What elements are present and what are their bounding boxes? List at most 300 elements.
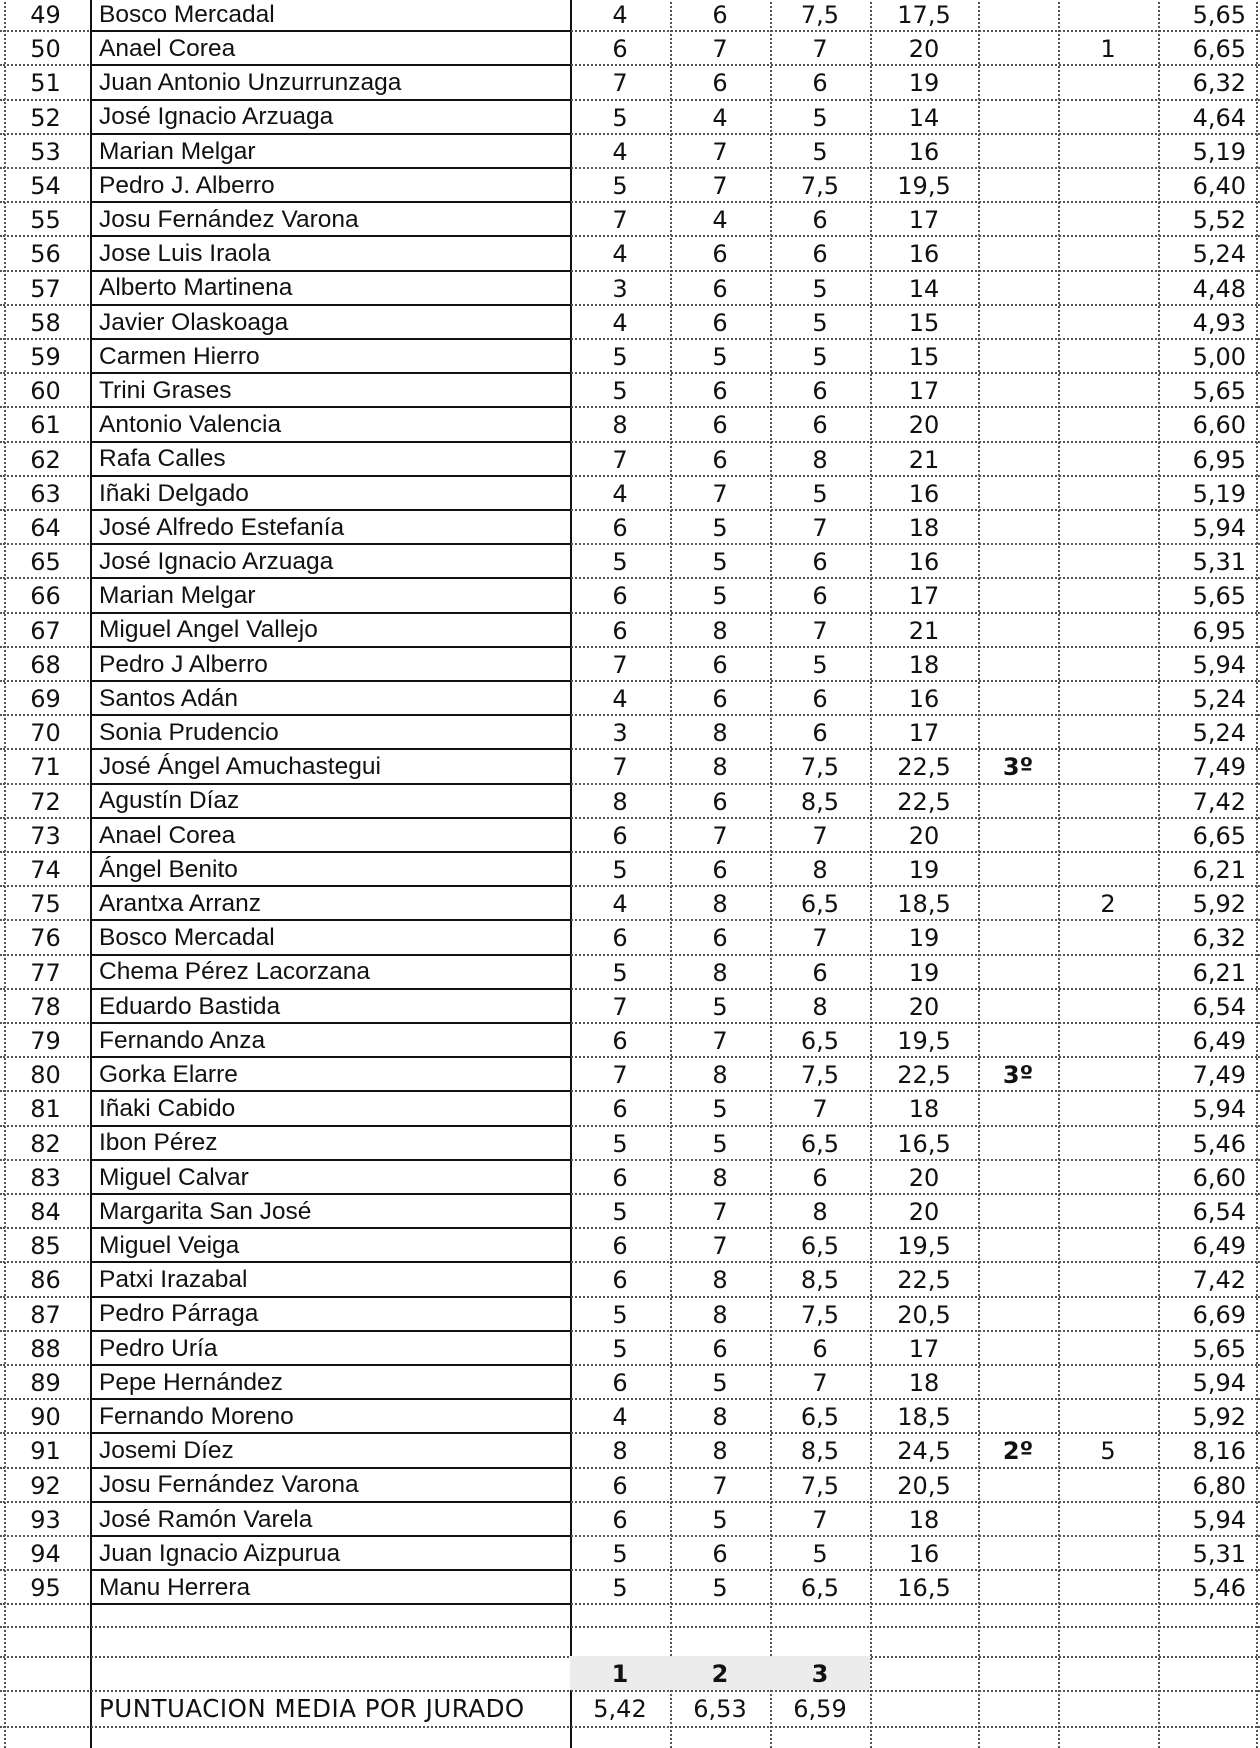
cell-j2: 7 <box>712 137 728 166</box>
cell-place <box>978 1468 1058 1502</box>
cell-j2: 7 <box>712 1471 728 1500</box>
cell-j1: 4 <box>612 1 628 30</box>
cell-j3: 8,5 <box>800 1266 840 1295</box>
cell-name: Anael Corea <box>99 821 236 849</box>
cell-j3: 5 <box>812 1540 828 1569</box>
cell-total: 18 <box>908 1505 940 1534</box>
cell-votes <box>1058 784 1158 818</box>
cell-j2: 6 <box>712 308 728 337</box>
cell-j1: 7 <box>612 1061 628 1090</box>
cell-total: 16 <box>908 1540 940 1569</box>
cell-n: 60 <box>30 377 61 406</box>
cell-avg: 5,31 <box>1192 1540 1246 1569</box>
cell-name: José Ignacio Arzuaga <box>99 103 334 131</box>
cell-j2: 7 <box>712 35 728 64</box>
cell-avg: 6,95 <box>1192 616 1246 645</box>
cell-votes: 2 <box>1100 890 1116 919</box>
cell-j1: 7 <box>612 753 628 782</box>
cell-n: 70 <box>30 719 61 748</box>
cell-avg: 6,95 <box>1192 445 1246 474</box>
cell-j3: 6 <box>812 206 828 235</box>
cell-votes <box>1058 202 1158 236</box>
cell-n: 84 <box>30 1198 61 1227</box>
cell-n: 59 <box>30 343 61 372</box>
cell-j3: 7,5 <box>800 1300 840 1329</box>
cell-total: 17 <box>908 719 940 748</box>
cell-total: 19,5 <box>897 172 951 201</box>
cell-j2: 5 <box>712 548 728 577</box>
cell-name: Fernando Moreno <box>99 1403 294 1431</box>
cell-votes <box>1058 1536 1158 1570</box>
table-row <box>0 1331 1260 1365</box>
cell-j2: 7 <box>712 479 728 508</box>
cell-votes <box>1058 1570 1158 1604</box>
cell-j2: 5 <box>712 1505 728 1534</box>
cell-total: 20,5 <box>897 1471 951 1500</box>
cell-total: 20 <box>908 992 940 1021</box>
cell-j3: 7 <box>812 514 828 543</box>
cell-name: Anael Corea <box>99 35 236 63</box>
cell-total: 20 <box>908 821 940 850</box>
table-row <box>0 442 1260 476</box>
cell-j1: 4 <box>612 685 628 714</box>
cell-n: 71 <box>30 753 61 782</box>
cell-avg: 7,42 <box>1192 1266 1246 1295</box>
cell-n: 73 <box>30 821 61 850</box>
cell-avg: 5,94 <box>1192 1095 1246 1124</box>
table-row <box>0 1194 1260 1228</box>
cell-name: Gorka Elarre <box>99 1061 238 1089</box>
cell-j3: 5 <box>812 103 828 132</box>
cell-n: 89 <box>30 1369 61 1398</box>
cell-place <box>978 407 1058 441</box>
cell-j3: 5 <box>812 650 828 679</box>
cell-place <box>978 578 1058 612</box>
cell-j3: 8 <box>812 1198 828 1227</box>
cell-votes <box>1058 1023 1158 1057</box>
cell-place <box>978 1536 1058 1570</box>
cell-j3: 7,5 <box>800 1471 840 1500</box>
table-row <box>0 271 1260 305</box>
cell-votes <box>1058 613 1158 647</box>
cell-total: 17 <box>908 206 940 235</box>
cell-j3: 7 <box>812 1505 828 1534</box>
cell-j2: 6 <box>712 650 728 679</box>
cell-place <box>978 544 1058 578</box>
table-row <box>0 1023 1260 1057</box>
cell-name: Margarita San José <box>99 1197 312 1225</box>
cell-j2: 7 <box>712 1198 728 1227</box>
jury-number-3: 3 <box>770 1656 870 1690</box>
cell-name: Fernando Anza <box>99 1026 266 1054</box>
cell-n: 50 <box>30 35 61 64</box>
table-row <box>0 1433 1260 1467</box>
cell-j3: 6,5 <box>800 1574 840 1603</box>
cell-j3: 5 <box>812 479 828 508</box>
cell-votes <box>1058 134 1158 168</box>
cell-avg: 5,94 <box>1192 514 1246 543</box>
cell-j1: 7 <box>612 650 628 679</box>
cell-j1: 6 <box>612 1266 628 1295</box>
cell-place <box>978 1502 1058 1536</box>
table-row <box>0 134 1260 168</box>
cell-place <box>978 784 1058 818</box>
cell-n: 76 <box>30 924 61 953</box>
cell-j1: 5 <box>612 1540 628 1569</box>
cell-j1: 6 <box>612 1232 628 1261</box>
cell-j1: 6 <box>612 616 628 645</box>
cell-n: 77 <box>30 958 61 987</box>
cell-total: 18 <box>908 1369 940 1398</box>
table-row <box>0 31 1260 65</box>
cell-total: 21 <box>908 616 940 645</box>
cell-j2: 8 <box>712 890 728 919</box>
cell-j1: 8 <box>612 411 628 440</box>
cell-avg: 5,24 <box>1192 240 1246 269</box>
table-row <box>0 339 1260 373</box>
table-row <box>0 65 1260 99</box>
cell-n: 63 <box>30 479 61 508</box>
cell-j3: 7 <box>812 1095 828 1124</box>
cell-votes <box>1058 1468 1158 1502</box>
cell-place <box>978 1399 1058 1433</box>
cell-place <box>978 271 1058 305</box>
table-row <box>0 749 1260 783</box>
cell-name: Pedro Párraga <box>99 1300 259 1328</box>
cell-avg: 5,94 <box>1192 1369 1246 1398</box>
cell-j1: 4 <box>612 137 628 166</box>
cell-place <box>978 1228 1058 1262</box>
cell-name: Pedro J Alberro <box>99 650 268 678</box>
cell-total: 16 <box>908 479 940 508</box>
cell-avg: 6,32 <box>1192 69 1246 98</box>
cell-total: 16 <box>908 548 940 577</box>
cell-j2: 6 <box>712 377 728 406</box>
cell-votes <box>1058 510 1158 544</box>
cell-votes <box>1058 168 1158 202</box>
cell-j2: 5 <box>712 343 728 372</box>
table-row <box>0 1570 1260 1604</box>
cell-n: 53 <box>30 137 61 166</box>
cell-place <box>978 1570 1058 1604</box>
cell-j3: 6 <box>812 958 828 987</box>
cell-n: 78 <box>30 992 61 1021</box>
cell-j1: 5 <box>612 1129 628 1158</box>
cell-name: José Ángel Amuchastegui <box>99 753 381 781</box>
cell-total: 22,5 <box>897 1061 951 1090</box>
cell-name: Alberto Martinena <box>99 274 293 302</box>
cell-avg: 5,24 <box>1192 685 1246 714</box>
cell-place <box>978 613 1058 647</box>
cell-name: Miguel Veiga <box>99 1232 240 1260</box>
cell-place <box>978 886 1058 920</box>
cell-place <box>978 1331 1058 1365</box>
cell-votes <box>1058 407 1158 441</box>
table-row <box>0 1126 1260 1160</box>
cell-place <box>978 1365 1058 1399</box>
cell-votes <box>1058 852 1158 886</box>
cell-total: 19 <box>908 69 940 98</box>
cell-votes <box>1058 476 1158 510</box>
cell-votes <box>1058 681 1158 715</box>
cell-j1: 6 <box>612 582 628 611</box>
cell-j2: 8 <box>712 1437 728 1466</box>
cell-avg: 6,21 <box>1192 958 1246 987</box>
cell-total: 16 <box>908 240 940 269</box>
table-row <box>0 202 1260 236</box>
cell-name: José Ignacio Arzuaga <box>99 548 334 576</box>
cell-j2: 8 <box>712 616 728 645</box>
cell-j2: 6 <box>712 445 728 474</box>
cell-j2: 6 <box>712 411 728 440</box>
cell-votes <box>1058 1262 1158 1296</box>
table-row <box>0 1057 1260 1091</box>
cell-n: 55 <box>30 206 61 235</box>
table-row <box>0 1160 1260 1194</box>
cell-n: 74 <box>30 856 61 885</box>
table-row <box>0 544 1260 578</box>
cell-j2: 6 <box>712 685 728 714</box>
cell-j3: 6 <box>812 1334 828 1363</box>
cell-total: 20 <box>908 1198 940 1227</box>
cell-j3: 7,5 <box>800 1 840 30</box>
cell-j2: 8 <box>712 1163 728 1192</box>
cell-votes: 1 <box>1100 35 1116 64</box>
cell-j1: 6 <box>612 1027 628 1056</box>
cell-votes <box>1058 1502 1158 1536</box>
cell-n: 82 <box>30 1129 61 1158</box>
cell-total: 22,5 <box>897 1266 951 1295</box>
cell-name: Pedro Uría <box>99 1334 218 1362</box>
cell-j3: 6 <box>812 377 828 406</box>
cell-n: 94 <box>30 1540 61 1569</box>
cell-name: Sonia Prudencio <box>99 719 279 747</box>
cell-j3: 6 <box>812 685 828 714</box>
table-row <box>0 920 1260 954</box>
cell-place <box>978 0 1058 31</box>
table-row <box>0 510 1260 544</box>
cell-place <box>978 373 1058 407</box>
cell-total: 16 <box>908 685 940 714</box>
cell-j1: 7 <box>612 992 628 1021</box>
cell-j1: 6 <box>612 1505 628 1534</box>
cell-total: 17 <box>908 1334 940 1363</box>
cell-total: 20 <box>908 35 940 64</box>
cell-avg: 6,40 <box>1192 172 1246 201</box>
cell-j1: 3 <box>612 719 628 748</box>
cell-place <box>978 339 1058 373</box>
cell-votes <box>1058 1160 1158 1194</box>
cell-avg: 6,21 <box>1192 856 1246 885</box>
cell-avg: 5,65 <box>1192 1334 1246 1363</box>
cell-j3: 7 <box>812 924 828 953</box>
cell-j1: 4 <box>612 308 628 337</box>
cell-place <box>978 715 1058 749</box>
cell-j1: 8 <box>612 787 628 816</box>
cell-j1: 3 <box>612 274 628 303</box>
cell-j1: 4 <box>612 240 628 269</box>
cell-j3: 6,5 <box>800 1027 840 1056</box>
cell-avg: 4,64 <box>1192 103 1246 132</box>
cell-total: 18,5 <box>897 1403 951 1432</box>
cell-total: 21 <box>908 445 940 474</box>
cell-name: Josu Fernández Varona <box>99 1471 359 1499</box>
cell-j3: 6 <box>812 719 828 748</box>
cell-j3: 8 <box>812 856 828 885</box>
cell-total: 19 <box>908 958 940 987</box>
cell-name: Patxi Irazabal <box>99 1266 248 1294</box>
cell-j3: 6,5 <box>800 1232 840 1261</box>
cell-n: 67 <box>30 616 61 645</box>
table-row <box>0 1091 1260 1125</box>
cell-total: 18 <box>908 1095 940 1124</box>
cell-j2: 6 <box>712 274 728 303</box>
cell-j2: 7 <box>712 1027 728 1056</box>
cell-j2: 6 <box>712 1540 728 1569</box>
cell-n: 56 <box>30 240 61 269</box>
cell-place <box>978 510 1058 544</box>
cell-j3: 8,5 <box>800 787 840 816</box>
cell-place <box>978 647 1058 681</box>
cell-j1: 5 <box>612 1574 628 1603</box>
cell-name: Iñaki Delgado <box>99 479 249 507</box>
cell-j1: 4 <box>612 890 628 919</box>
cell-votes <box>1058 339 1158 373</box>
cell-votes <box>1058 647 1158 681</box>
cell-total: 15 <box>908 343 940 372</box>
cell-j1: 5 <box>612 856 628 885</box>
cell-votes <box>1058 1297 1158 1331</box>
table-row <box>0 955 1260 989</box>
cell-j1: 5 <box>612 548 628 577</box>
cell-n: 72 <box>30 787 61 816</box>
cell-name: Bosco Mercadal <box>99 924 275 952</box>
cell-votes <box>1058 100 1158 134</box>
cell-place <box>978 236 1058 270</box>
cell-j3: 7 <box>812 821 828 850</box>
cell-total: 17 <box>908 377 940 406</box>
cell-avg: 5,46 <box>1192 1129 1246 1158</box>
cell-j3: 6 <box>812 240 828 269</box>
cell-j2: 6 <box>712 1334 728 1363</box>
table-row <box>0 647 1260 681</box>
cell-votes <box>1058 1057 1158 1091</box>
cell-total: 18,5 <box>897 890 951 919</box>
cell-j1: 5 <box>612 103 628 132</box>
cell-name: Josemi Díez <box>99 1437 234 1465</box>
cell-j2: 5 <box>712 514 728 543</box>
cell-j3: 5 <box>812 137 828 166</box>
cell-name: Ibon Pérez <box>99 1129 218 1157</box>
cell-j3: 7 <box>812 35 828 64</box>
table-row <box>0 236 1260 270</box>
cell-place: 3º <box>1002 753 1034 782</box>
cell-n: 68 <box>30 650 61 679</box>
cell-avg: 5,65 <box>1192 1 1246 30</box>
cell-j3: 7,5 <box>800 172 840 201</box>
cell-j2: 7 <box>712 172 728 201</box>
table-row <box>0 373 1260 407</box>
cell-n: 92 <box>30 1471 61 1500</box>
cell-j1: 7 <box>612 445 628 474</box>
cell-votes <box>1058 65 1158 99</box>
cell-avg: 7,42 <box>1192 787 1246 816</box>
cell-j2: 5 <box>712 992 728 1021</box>
cell-place <box>978 202 1058 236</box>
cell-j2: 8 <box>712 719 728 748</box>
cell-n: 58 <box>30 308 61 337</box>
cell-name: Arantxa Arranz <box>99 890 262 918</box>
cell-votes <box>1058 1194 1158 1228</box>
cell-avg: 5,52 <box>1192 206 1246 235</box>
table-row <box>0 1297 1260 1331</box>
cell-name: Marian Melgar <box>99 137 256 165</box>
cell-name: Agustín Díaz <box>99 787 240 815</box>
cell-j2: 5 <box>712 1574 728 1603</box>
cell-avg: 8,16 <box>1192 1437 1246 1466</box>
jury-average-row <box>0 1690 1260 1726</box>
cell-j1: 5 <box>612 377 628 406</box>
cell-j1: 6 <box>612 514 628 543</box>
cell-j1: 7 <box>612 206 628 235</box>
cell-n: 81 <box>30 1095 61 1124</box>
cell-n: 79 <box>30 1027 61 1056</box>
cell-avg: 6,65 <box>1192 821 1246 850</box>
cell-n: 87 <box>30 1300 61 1329</box>
cell-n: 95 <box>30 1574 61 1603</box>
cell-j3: 5 <box>812 274 828 303</box>
cell-place: 3º <box>1002 1061 1034 1090</box>
cell-j3: 7,5 <box>800 753 840 782</box>
cell-votes <box>1058 236 1158 270</box>
table-row <box>0 1468 1260 1502</box>
cell-j1: 6 <box>612 924 628 953</box>
cell-name: Juan Ignacio Aizpurua <box>99 1539 341 1567</box>
cell-name: Marian Melgar <box>99 582 256 610</box>
cell-avg: 6,80 <box>1192 1471 1246 1500</box>
cell-place <box>978 989 1058 1023</box>
cell-j2: 4 <box>712 206 728 235</box>
cell-n: 51 <box>30 69 61 98</box>
cell-votes <box>1058 1399 1158 1433</box>
cell-j1: 6 <box>612 1471 628 1500</box>
table-row <box>0 0 1260 31</box>
cell-total: 20 <box>908 1163 940 1192</box>
cell-j3: 8 <box>812 445 828 474</box>
table-row <box>0 476 1260 510</box>
cell-place <box>978 1262 1058 1296</box>
cell-votes <box>1058 305 1158 339</box>
cell-n: 85 <box>30 1232 61 1261</box>
table-row <box>0 989 1260 1023</box>
cell-place <box>978 681 1058 715</box>
cell-votes <box>1058 715 1158 749</box>
cell-j2: 6 <box>712 69 728 98</box>
cell-place <box>978 100 1058 134</box>
cell-total: 16 <box>908 137 940 166</box>
cell-name: Pedro J. Alberro <box>99 171 275 199</box>
cell-j3: 6 <box>812 69 828 98</box>
cell-n: 62 <box>30 445 61 474</box>
name-cell-border <box>91 1603 570 1605</box>
table-row <box>0 1502 1260 1536</box>
cell-place <box>978 920 1058 954</box>
cell-avg: 5,46 <box>1192 1574 1246 1603</box>
cell-j1: 5 <box>612 1198 628 1227</box>
cell-votes <box>1058 989 1158 1023</box>
cell-name: Trini Grases <box>99 377 232 405</box>
cell-j3: 7,5 <box>800 1061 840 1090</box>
